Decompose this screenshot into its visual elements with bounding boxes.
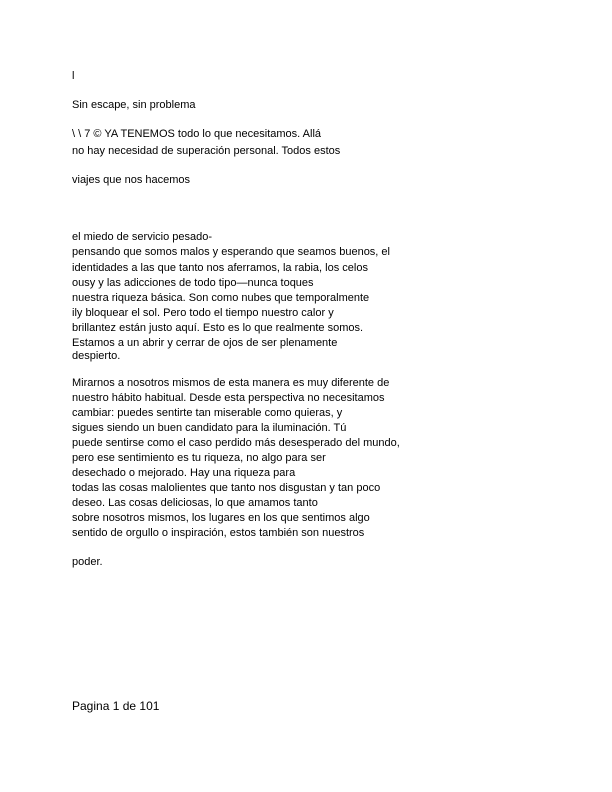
paragraph-line: sigues siendo un buen candidato para la iluminación. Tú	[72, 422, 347, 434]
paragraph-line: todas las cosas malolientes que tanto nos disgustan y tan poco	[72, 482, 381, 494]
paragraph-line: despierto.	[72, 350, 121, 362]
paragraph-line: el miedo de servicio pesado-	[72, 231, 213, 243]
paragraph-line: ousy y las adicciones de todo tipo—nunca toques	[72, 277, 314, 289]
fragment-line: viajes que nos hacemos	[72, 174, 191, 186]
paragraph-line: Estamos a un abrir y cerrar de ojos de ser plenamente	[72, 337, 338, 349]
paragraph-line: identidades a las que tanto nos aferramos, la rabia, los celos	[72, 262, 368, 274]
paragraph-line: sobre nosotros mismos, los lugares en los que sentimos algo	[72, 512, 370, 524]
closing-line: poder.	[72, 556, 103, 568]
paragraph-line: Mirarnos a nosotros mismos de esta manera es muy diferente de	[72, 377, 390, 389]
paragraph-line: pensando que somos malos y esperando que seamos buenos, el	[72, 246, 390, 258]
paragraph-line: ily bloquear el sol. Pero todo el tiempo nuestro calor y	[72, 307, 334, 319]
paragraph-line: desechado o mejorado. Hay una riqueza para	[72, 467, 296, 479]
paragraph-line: deseo. Las cosas deliciosas, lo que amamos tanto	[72, 497, 318, 509]
page-title: Sin escape, sin problema	[72, 99, 196, 111]
intro-line: \ \ 7 © YA TENEMOS todo lo que necesitamos. Allá	[72, 128, 322, 140]
paragraph-line: pero ese sentimiento es tu riqueza, no algo para ser	[72, 452, 326, 464]
intro-line: no hay necesidad de superación personal. Todos estos	[72, 145, 341, 157]
paragraph-line: brillantez están justo aquí. Esto es lo que realmente somos.	[72, 322, 364, 334]
paragraph-line: puede sentirse como el caso perdido más desesperado del mundo,	[72, 437, 400, 449]
paragraph-line: nuestro hábito habitual. Desde esta perspectiva no necesitamos	[72, 392, 385, 404]
paragraph-line: nuestra riqueza básica. Son como nubes que temporalmente	[72, 292, 370, 304]
paragraph-line: cambiar: puedes sentirte tan miserable como quieras, y	[72, 407, 343, 419]
page-footer: Pagina 1 de 101	[72, 699, 160, 713]
page-marker: l	[72, 70, 75, 82]
paragraph-line: sentido de orgullo o inspiración, estos también son nuestros	[72, 527, 365, 539]
